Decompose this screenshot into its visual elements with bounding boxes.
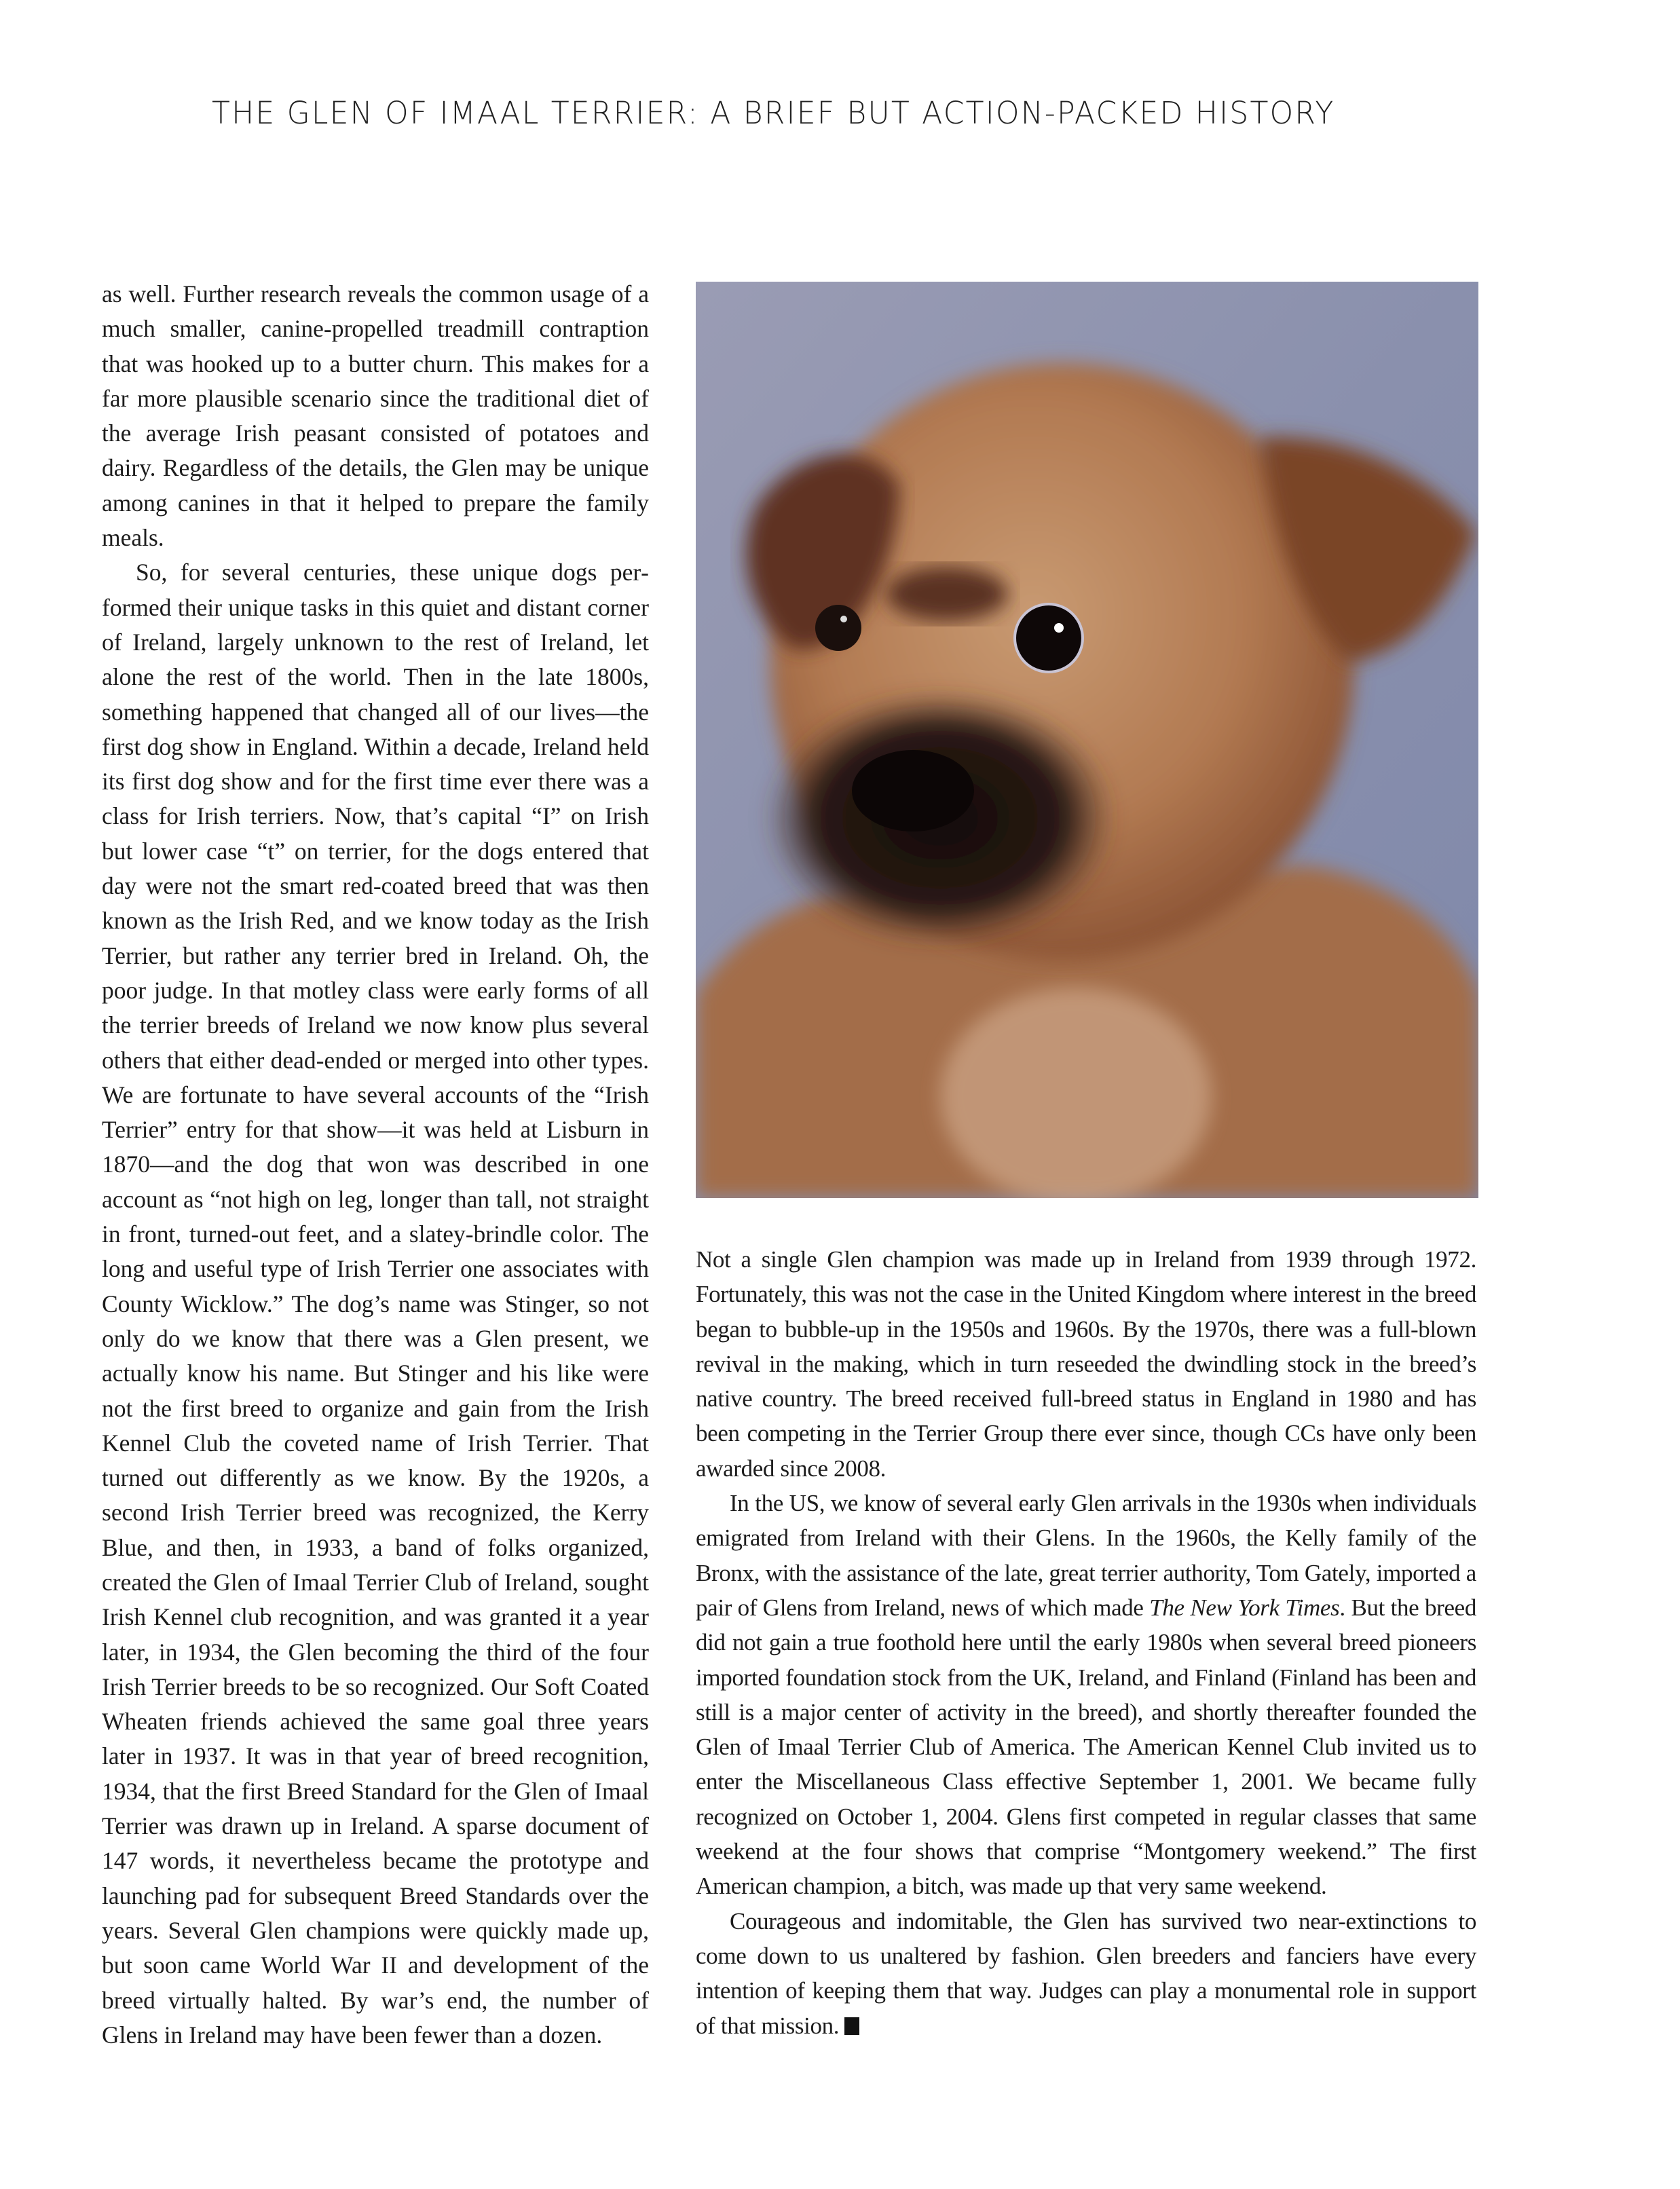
puppy-photo: [696, 282, 1478, 1198]
left-text-column: [102, 277, 649, 2053]
text-run: . But the breed did not gain a true foothold here until the early 1980s when several breed pioneers imported foundation stock from the UK, Ireland, and Finland (Finland has been and still is a major center of activity in the breed), and shortly thereafter founded the Glen of Imaal Terrier Club of America. The American Kennel Club invited us to enter the Miscellaneous Class effective September 1, 2001. We became fully recognized on October 1, 2004. Glens first competed in regular classes that same weekend at the four shows that comprise “Montgomery weekend.” The first American champion, a bitch, was made up that very same weekend.: [696, 1594, 1476, 1900]
paragraph-history: So, for several centuries, these unique dogs performed their unique tasks in this quiet and distant corner of Ireland, largely unknown to the rest of Ireland, let alone the rest of the world. Then in the late 1800s, something happened that changed all of our lives—the first dog show in England. Within a decade, Ireland held its first dog show and for the first time ever there was a class for Irish terriers. Now, that’s capital “I” on Irish but lower case “t” on terrier, for the dogs entered that day were not the smart red-coated breed that was then known as the Irish Red, and we know today as the Irish Terrier, but rather any terrier bred in Ireland. Oh, the poor judge. In that motley class were early forms of all the terrier breeds of Ireland we now know plus several others that either dead-ended or merged into other types. We are fortunate to have several accounts of the “Irish Terrier” entry for that show—it was held at Lisburn in 1870—and the dog that won was described in one account as “not high on leg, longer than tall, not straight in front, turned-out feet, and a slatey-brindle color. The long and useful type of Irish Terrier one associates with County Wicklow.” The dog’s name was Stinger, so not only do we know that there was a Glen present, we actually know his name. But Stinger and his like were not the first breed to organize and gain from the Irish Kennel Club the coveted name of Irish Terrier. That turned out differently as we know. By the 1920s, a second Irish Terrier breed was recognized, the Kerry Blue, and then, in 1933, a band of folks organized, created the Glen of Imaal Terrier Club of Ireland, sought Irish Kennel club recognition, and was granted it a year later, in 1934, the Glen becoming the third of the four Irish Terrier breeds to be so recognized. Our Soft Coated Wheaten friends achieved the same goal three years later in 1937. It was in that year of breed recognition, 1934, that the first Breed Standard for the Glen of Imaal Terrier was drawn up in Ireland. A sparse document of 147 words, it nevertheless became the prototype and launching pad for subsequent Breed Standards over the years. Several Glen champions were quickly made up, but soon came World War II and development of the breed virtually halted. By war’s end, the number of Glens in Ireland may have been fewer than a dozen.: [102, 559, 649, 2048]
eye-highlight: [840, 616, 847, 622]
paragraph-continued: as well. Further research reveals the common usage of a much smaller, canine-propelled treadmill contraption that was hooked up to a butter churn. This makes for a far more plausible scenario since the traditional diet of the average Irish peasant consisted of potatoes and dairy. Regardless of the details, the Glen may be unique among canines in that it helped to prepare the family meals.: [102, 280, 649, 552]
publication-title: The New York Times: [1149, 1594, 1340, 1621]
puppy-nose: [852, 750, 974, 831]
paragraph-uk-revival: Not a single Glen champion was made up in Ireland from 1939 through 1972. Fortunately, this was not the case in the United Kingdom where interest in the breed began to bubble-up in the 1950s and 1960s. By the 1970s, there was a full-blown revival in the making, which in turn reseeded the dwindling stock in the breed’s native country. The breed received full-breed status in England in 1980 and has been competing in the Terrier Group there ever since, though CCs have only been awarded since 2008.: [696, 1246, 1476, 1482]
text-run: In the US, we know of several early Glen arrivals in the 1930s when individuals emigrated from Ireland with their Glens. In the 1960s, the Kelly family of the Bronx, with the assistance of the late, great terrier authority, Tom Gately, imported a pair of Glens from Ireland, news of which made: [696, 1490, 1476, 1621]
puppy-photo-illustration: [696, 282, 1478, 1198]
puppy-chest: [940, 988, 1212, 1198]
running-header-title: THE GLEN OF IMAAL TERRIER: A BRIEF BUT ACTION-PACKED HISTORY: [212, 95, 1335, 131]
paragraph-conclusion: [696, 1904, 1476, 2043]
puppy-right-eye: [1015, 604, 1083, 672]
puppy-brow: [886, 567, 1008, 621]
text-run: Courageous and indomitable, the Glen has survived two near-extinctions to come down to us unaltered by fashion. Glen breeders and fanciers have every intention of keeping them that way. Judges can play a monumental role in support of that mission.: [696, 1907, 1476, 2039]
end-of-article-square-icon: [844, 2017, 859, 2035]
puppy-left-eye: [815, 605, 861, 651]
eye-highlight: [1054, 623, 1064, 633]
right-text-column: [696, 1242, 1476, 2043]
paragraph-us-history: [696, 1486, 1476, 1904]
